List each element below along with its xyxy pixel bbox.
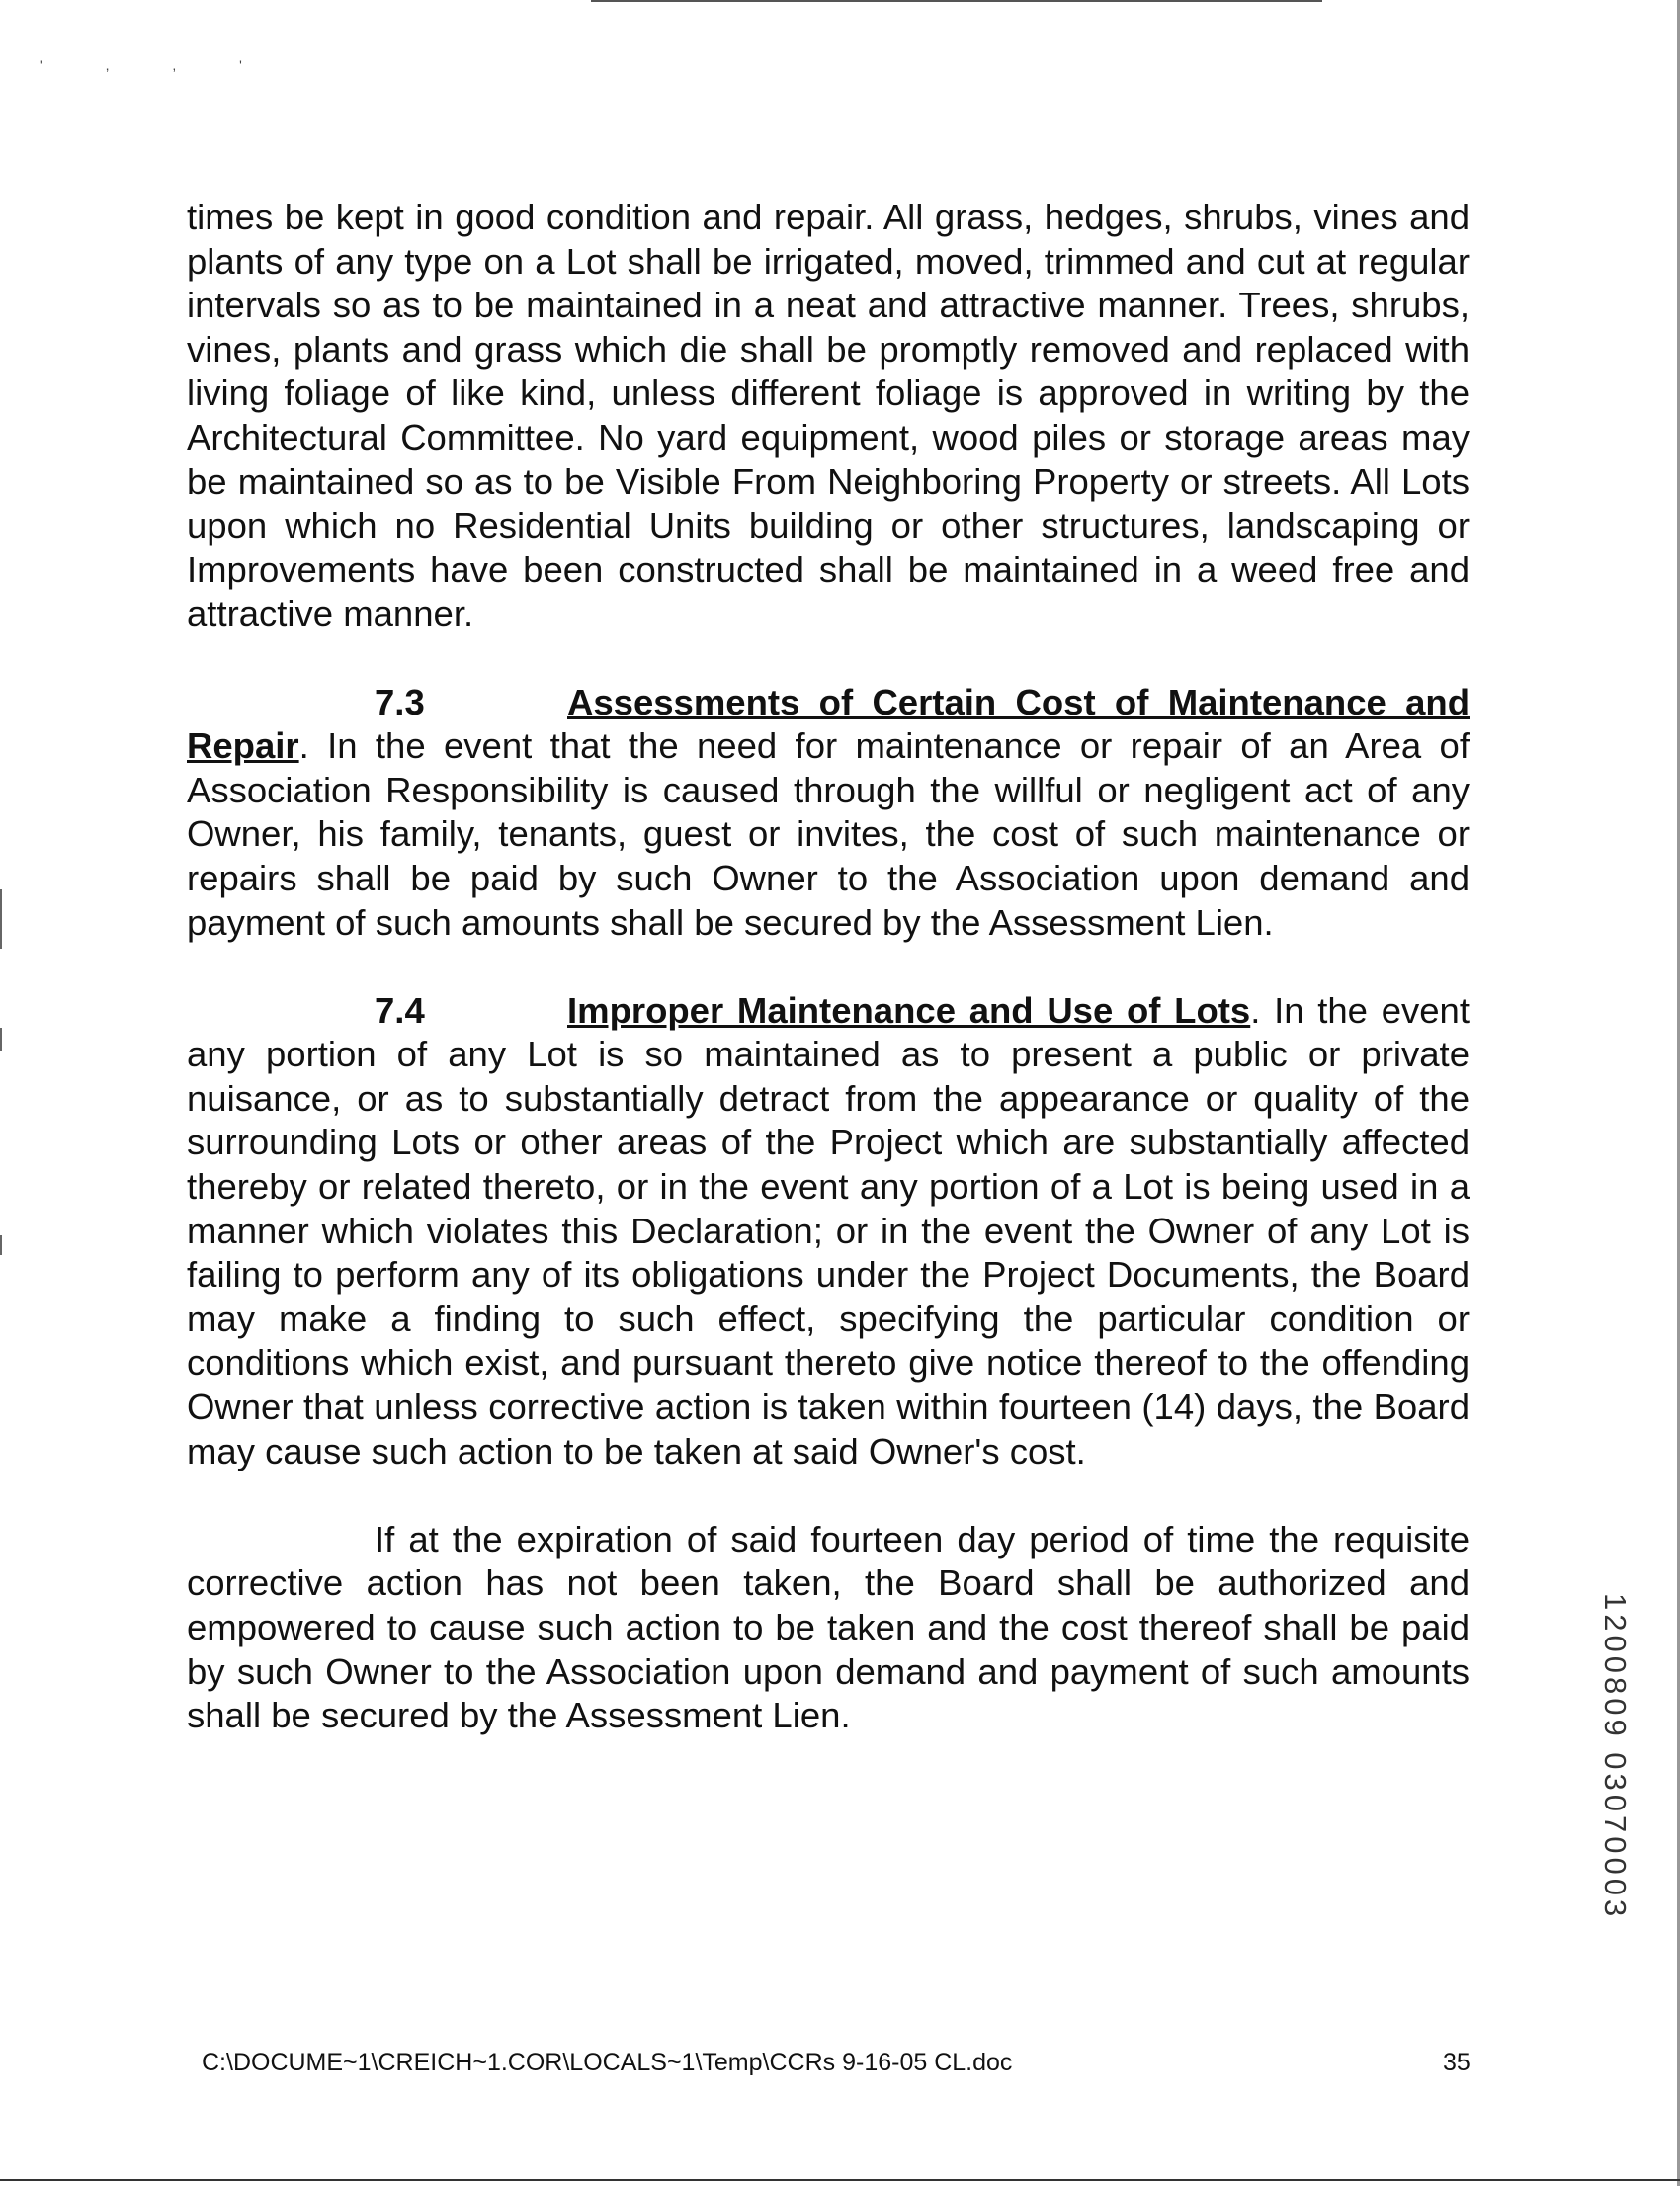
intro-paragraph: times be kept in good condition and repair. All grass, hedges, shrubs, vines and plants of any type on a Lot shall be irrigated, moved, trimmed and cut at regular intervals so as to be maintained in a neat and attractive manner. Trees, shrubs, vines, plants and grass which die shall be promptly removed and replaced with living foliage of like kind, unless different foliage is approved in writing by the Architectural Committee. No yard equipment, wood piles or storage areas may be maintained so as to be Visible From Neighboring Property or streets. All Lots upon which no Residential Units building or other structures, landscaping or Improvements have been constructed shall be maintained in a weed free and attractive manner. xyxy=(187,197,1470,634)
closing-paragraph: If at the expiration of said fourteen day period of time the requisite corrective action has not been taken, the Board shall be authorized and empowered to cause such action to be taken and the cost thereof shall be paid by such Owner to the Association upon demand and payment of such amounts shall be secured by the Assessment Lien. xyxy=(187,1518,1470,1736)
section-7-4-text: . In the event any portion of any Lot is so maintained as to present a public or private nuisance, or as to substantially detract from the appearance or quality of the surrounding Lots or other areas of the Project which are substantially affected thereby or related thereto, or in the event any portion of a Lot is being used in a manner which violates this Declaration; or in the event the Owner of any Lot is failing to perform any of its obligations under the Project Documents, the Board may make a finding to such effect, specifying the particular condition or conditions which exist, and pursuant thereto give notice thereof to the offending Owner that unless corrective action is taken within fourteen (14) days, the Board may cause such action to be taken at said Owner's cost. xyxy=(187,989,1470,1471)
section-7-3-text: . In the event that the need for maintenance or repair of an Area of Association Responsibility is caused through the willful or negligent act of any Owner, his family, tenants, guest or invites, the cost of such maintenance or repairs shall be paid by such Owner to the Association upon demand and payment of such amounts shall be secured by the Assessment Lien. xyxy=(187,725,1470,943)
section-7-4-title: Improper Maintenance and Use of Lots xyxy=(567,989,1251,1031)
section-7-3 xyxy=(187,681,1470,946)
section-7-3-number: 7.3 xyxy=(375,681,425,722)
scan-tick-marks: ' , , ' xyxy=(40,57,272,73)
section-7-3-title: Assessments of Certain Cost of Maintenance and Repair xyxy=(187,681,1470,767)
recording-stamp: 1200809 03070003 xyxy=(1598,1593,1633,1921)
scan-left-speck xyxy=(0,889,2,949)
footer-page-number: 35 xyxy=(1443,2049,1470,2076)
scan-left-speck xyxy=(0,1028,2,1051)
scan-bottom-rule xyxy=(0,2179,1680,2181)
document-body xyxy=(187,196,1470,1738)
scan-top-rule xyxy=(591,0,1322,2)
scan-left-speck xyxy=(0,1235,2,1255)
section-7-4-number: 7.4 xyxy=(375,989,425,1031)
section-7-4 xyxy=(187,989,1470,1474)
footer-file-path: C:\DOCUME~1\CREICH~1.COR\LOCALS~1\Temp\CCRs 9-16-05 CL.doc xyxy=(202,2049,1013,2076)
